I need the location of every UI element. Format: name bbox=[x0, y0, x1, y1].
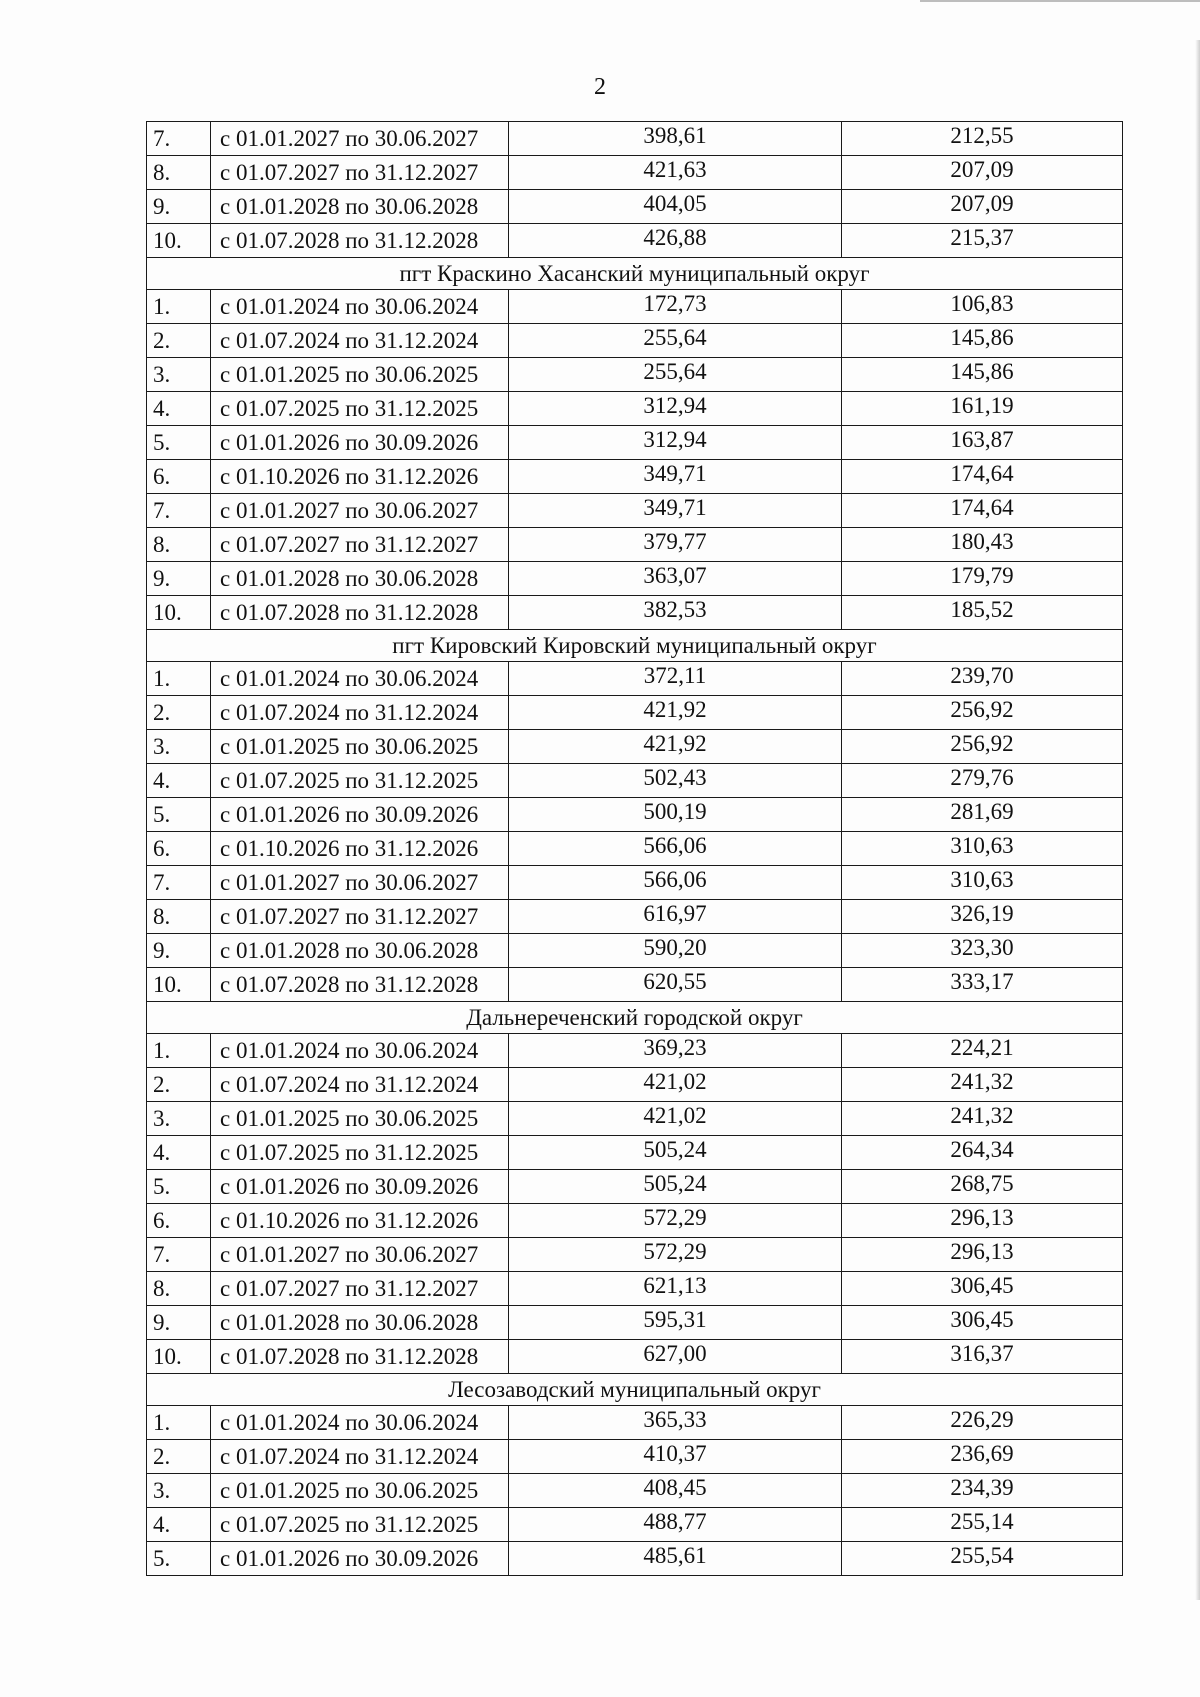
value-cell-1 bbox=[509, 1170, 842, 1204]
value-cell-1 bbox=[509, 324, 842, 358]
period-cell: с 01.07.2027 по 31.12.2027 bbox=[211, 1272, 509, 1306]
value-cell-1 bbox=[509, 934, 842, 968]
value-1-text: 404,05 bbox=[643, 191, 707, 216]
row-number: 5. bbox=[147, 1170, 211, 1204]
row-number: 4. bbox=[147, 1136, 211, 1170]
value-2-text: 264,34 bbox=[950, 1137, 1014, 1162]
value-1-text: 566,06 bbox=[643, 833, 707, 858]
value-2-text: 234,39 bbox=[950, 1475, 1014, 1500]
value-cell-1 bbox=[509, 968, 842, 1002]
value-cell-2 bbox=[842, 832, 1123, 866]
value-cell-2 bbox=[842, 1306, 1123, 1340]
section-title: пгт Кировский Кировский муниципальный округ bbox=[147, 630, 1123, 662]
section-title: пгт Краскино Хасанский муниципальный округ bbox=[147, 258, 1123, 290]
period-cell: с 01.01.2027 по 30.06.2027 bbox=[211, 1238, 509, 1272]
value-cell-1 bbox=[509, 1102, 842, 1136]
table-row bbox=[147, 1136, 1123, 1170]
value-cell-2 bbox=[842, 1102, 1123, 1136]
row-number: 8. bbox=[147, 156, 211, 190]
scan-edge-right bbox=[1195, 40, 1200, 1600]
row-number: 8. bbox=[147, 1272, 211, 1306]
value-cell-1 bbox=[509, 1272, 842, 1306]
period-cell: с 01.07.2025 по 31.12.2025 bbox=[211, 1136, 509, 1170]
value-1-text: 590,20 bbox=[643, 935, 707, 960]
value-cell-2 bbox=[842, 562, 1123, 596]
row-number: 4. bbox=[147, 1508, 211, 1542]
row-number: 5. bbox=[147, 1542, 211, 1576]
table-row bbox=[147, 562, 1123, 596]
value-1-text: 372,11 bbox=[643, 663, 707, 688]
value-cell-1 bbox=[509, 494, 842, 528]
value-cell-2 bbox=[842, 1170, 1123, 1204]
row-number: 5. bbox=[147, 426, 211, 460]
value-cell-1 bbox=[509, 662, 842, 696]
value-2-text: 174,64 bbox=[950, 461, 1014, 486]
value-cell-2 bbox=[842, 1508, 1123, 1542]
row-number: 1. bbox=[147, 1406, 211, 1440]
row-number: 1. bbox=[147, 1034, 211, 1068]
value-cell-1 bbox=[509, 696, 842, 730]
value-cell-2 bbox=[842, 358, 1123, 392]
period-cell: с 01.07.2024 по 31.12.2024 bbox=[211, 1440, 509, 1474]
row-number: 7. bbox=[147, 1238, 211, 1272]
value-1-text: 595,31 bbox=[643, 1307, 707, 1332]
value-2-text: 179,79 bbox=[950, 563, 1014, 588]
value-2-text: 207,09 bbox=[950, 157, 1014, 182]
value-cell-1 bbox=[509, 1474, 842, 1508]
period-cell: с 01.01.2027 по 30.06.2027 bbox=[211, 122, 509, 156]
value-1-text: 620,55 bbox=[643, 969, 707, 994]
value-1-text: 365,33 bbox=[643, 1407, 707, 1432]
value-1-text: 255,64 bbox=[643, 359, 707, 384]
value-2-text: 281,69 bbox=[950, 799, 1014, 824]
table-row bbox=[147, 1542, 1123, 1576]
value-cell-2 bbox=[842, 764, 1123, 798]
table-row bbox=[147, 696, 1123, 730]
period-cell: с 01.01.2026 по 30.09.2026 bbox=[211, 798, 509, 832]
section-header-row bbox=[147, 630, 1123, 662]
table-row bbox=[147, 798, 1123, 832]
value-cell-1 bbox=[509, 1034, 842, 1068]
section-header-row bbox=[147, 258, 1123, 290]
table-row bbox=[147, 1440, 1123, 1474]
row-number: 8. bbox=[147, 528, 211, 562]
value-cell-2 bbox=[842, 968, 1123, 1002]
table-row bbox=[147, 358, 1123, 392]
value-2-text: 255,54 bbox=[950, 1543, 1014, 1568]
value-2-text: 180,43 bbox=[950, 529, 1014, 554]
value-cell-1 bbox=[509, 1406, 842, 1440]
value-1-text: 421,63 bbox=[643, 157, 707, 182]
value-1-text: 421,92 bbox=[643, 697, 707, 722]
value-cell-1 bbox=[509, 1340, 842, 1374]
value-1-text: 505,24 bbox=[643, 1171, 707, 1196]
period-cell: с 01.07.2028 по 31.12.2028 bbox=[211, 224, 509, 258]
value-cell-1 bbox=[509, 562, 842, 596]
value-cell-1 bbox=[509, 426, 842, 460]
row-number: 1. bbox=[147, 662, 211, 696]
value-2-text: 310,63 bbox=[950, 833, 1014, 858]
value-2-text: 174,64 bbox=[950, 495, 1014, 520]
period-cell: с 01.01.2026 по 30.09.2026 bbox=[211, 426, 509, 460]
table-row bbox=[147, 156, 1123, 190]
table-row bbox=[147, 290, 1123, 324]
value-cell-2 bbox=[842, 494, 1123, 528]
row-number: 6. bbox=[147, 832, 211, 866]
value-cell-2 bbox=[842, 730, 1123, 764]
value-cell-2 bbox=[842, 460, 1123, 494]
table-row bbox=[147, 596, 1123, 630]
period-cell: с 01.01.2024 по 30.06.2024 bbox=[211, 1406, 509, 1440]
value-cell-2 bbox=[842, 934, 1123, 968]
value-1-text: 255,64 bbox=[643, 325, 707, 350]
value-1-text: 410,37 bbox=[643, 1441, 707, 1466]
value-1-text: 616,97 bbox=[643, 901, 707, 926]
value-1-text: 363,07 bbox=[643, 563, 707, 588]
value-cell-2 bbox=[842, 392, 1123, 426]
table-row bbox=[147, 494, 1123, 528]
period-cell: с 01.01.2028 по 30.06.2028 bbox=[211, 934, 509, 968]
value-cell-1 bbox=[509, 528, 842, 562]
period-cell: с 01.10.2026 по 31.12.2026 bbox=[211, 832, 509, 866]
value-1-text: 488,77 bbox=[643, 1509, 707, 1534]
tariff-table-body bbox=[147, 122, 1123, 1576]
value-cell-2 bbox=[842, 900, 1123, 934]
value-1-text: 572,29 bbox=[643, 1239, 707, 1264]
value-cell-2 bbox=[842, 156, 1123, 190]
value-cell-2 bbox=[842, 798, 1123, 832]
value-2-text: 256,92 bbox=[950, 731, 1014, 756]
table-row bbox=[147, 1340, 1123, 1374]
value-1-text: 172,73 bbox=[643, 291, 707, 316]
period-cell: с 01.01.2028 по 30.06.2028 bbox=[211, 1306, 509, 1340]
value-2-text: 241,32 bbox=[950, 1103, 1014, 1128]
row-number: 3. bbox=[147, 730, 211, 764]
row-number: 2. bbox=[147, 1440, 211, 1474]
section-title: Дальнереченский городской округ bbox=[147, 1002, 1123, 1034]
period-cell: с 01.07.2024 по 31.12.2024 bbox=[211, 324, 509, 358]
table-row bbox=[147, 122, 1123, 156]
row-number: 10. bbox=[147, 968, 211, 1002]
period-cell: с 01.01.2027 по 30.06.2027 bbox=[211, 866, 509, 900]
value-cell-2 bbox=[842, 224, 1123, 258]
value-2-text: 279,76 bbox=[950, 765, 1014, 790]
period-cell: с 01.01.2028 по 30.06.2028 bbox=[211, 562, 509, 596]
value-2-text: 306,45 bbox=[950, 1273, 1014, 1298]
row-number: 10. bbox=[147, 224, 211, 258]
value-cell-2 bbox=[842, 1034, 1123, 1068]
value-cell-1 bbox=[509, 1440, 842, 1474]
value-2-text: 323,30 bbox=[950, 935, 1014, 960]
period-cell: с 01.07.2024 по 31.12.2024 bbox=[211, 696, 509, 730]
value-cell-1 bbox=[509, 392, 842, 426]
section-title: Лесозаводский муниципальный округ bbox=[147, 1374, 1123, 1406]
row-number: 9. bbox=[147, 934, 211, 968]
table-row bbox=[147, 224, 1123, 258]
table-row bbox=[147, 324, 1123, 358]
table-row bbox=[147, 1238, 1123, 1272]
value-cell-2 bbox=[842, 1340, 1123, 1374]
value-1-text: 621,13 bbox=[643, 1273, 707, 1298]
value-1-text: 398,61 bbox=[643, 123, 707, 148]
section-header-row bbox=[147, 1374, 1123, 1406]
value-1-text: 505,24 bbox=[643, 1137, 707, 1162]
row-number: 6. bbox=[147, 460, 211, 494]
value-2-text: 241,32 bbox=[950, 1069, 1014, 1094]
row-number: 10. bbox=[147, 1340, 211, 1374]
row-number: 3. bbox=[147, 358, 211, 392]
value-cell-1 bbox=[509, 1136, 842, 1170]
value-1-text: 426,88 bbox=[643, 225, 707, 250]
value-cell-2 bbox=[842, 528, 1123, 562]
value-2-text: 207,09 bbox=[950, 191, 1014, 216]
value-1-text: 627,00 bbox=[643, 1341, 707, 1366]
value-cell-2 bbox=[842, 696, 1123, 730]
row-number: 2. bbox=[147, 1068, 211, 1102]
value-cell-1 bbox=[509, 460, 842, 494]
table-row bbox=[147, 1204, 1123, 1238]
row-number: 6. bbox=[147, 1204, 211, 1238]
row-number: 10. bbox=[147, 596, 211, 630]
period-cell: с 01.01.2028 по 30.06.2028 bbox=[211, 190, 509, 224]
value-cell-1 bbox=[509, 122, 842, 156]
value-cell-1 bbox=[509, 1508, 842, 1542]
period-cell: с 01.01.2024 по 30.06.2024 bbox=[211, 662, 509, 696]
value-2-text: 256,92 bbox=[950, 697, 1014, 722]
value-1-text: 500,19 bbox=[643, 799, 707, 824]
value-cell-1 bbox=[509, 1204, 842, 1238]
period-cell: с 01.01.2026 по 30.09.2026 bbox=[211, 1542, 509, 1576]
row-number: 3. bbox=[147, 1474, 211, 1508]
value-cell-2 bbox=[842, 1136, 1123, 1170]
value-cell-2 bbox=[842, 1238, 1123, 1272]
row-number: 9. bbox=[147, 562, 211, 596]
period-cell: с 01.01.2024 по 30.06.2024 bbox=[211, 290, 509, 324]
value-1-text: 502,43 bbox=[643, 765, 707, 790]
value-2-text: 226,29 bbox=[950, 1407, 1014, 1432]
period-cell: с 01.01.2024 по 30.06.2024 bbox=[211, 1034, 509, 1068]
value-1-text: 379,77 bbox=[643, 529, 707, 554]
value-2-text: 236,69 bbox=[950, 1441, 1014, 1466]
period-cell: с 01.01.2025 по 30.06.2025 bbox=[211, 358, 509, 392]
period-cell: с 01.01.2025 по 30.06.2025 bbox=[211, 730, 509, 764]
value-2-text: 212,55 bbox=[950, 123, 1014, 148]
period-cell: с 01.07.2028 по 31.12.2028 bbox=[211, 968, 509, 1002]
period-cell: с 01.07.2025 по 31.12.2025 bbox=[211, 392, 509, 426]
row-number: 4. bbox=[147, 764, 211, 798]
table-row bbox=[147, 1508, 1123, 1542]
value-cell-1 bbox=[509, 156, 842, 190]
table-row bbox=[147, 1272, 1123, 1306]
table-row bbox=[147, 730, 1123, 764]
row-number: 9. bbox=[147, 190, 211, 224]
period-cell: с 01.07.2028 по 31.12.2028 bbox=[211, 596, 509, 630]
table-row bbox=[147, 1474, 1123, 1508]
row-number: 7. bbox=[147, 494, 211, 528]
table-row bbox=[147, 832, 1123, 866]
value-1-text: 421,92 bbox=[643, 731, 707, 756]
table-row bbox=[147, 662, 1123, 696]
value-2-text: 326,19 bbox=[950, 901, 1014, 926]
page-number: 2 bbox=[594, 74, 606, 100]
period-cell: с 01.07.2027 по 31.12.2027 bbox=[211, 156, 509, 190]
value-1-text: 566,06 bbox=[643, 867, 707, 892]
value-cell-1 bbox=[509, 1238, 842, 1272]
value-1-text: 421,02 bbox=[643, 1103, 707, 1128]
value-cell-1 bbox=[509, 1542, 842, 1576]
value-cell-2 bbox=[842, 1542, 1123, 1576]
period-cell: с 01.01.2025 по 30.06.2025 bbox=[211, 1474, 509, 1508]
period-cell: с 01.10.2026 по 31.12.2026 bbox=[211, 460, 509, 494]
row-number: 4. bbox=[147, 392, 211, 426]
value-cell-1 bbox=[509, 1306, 842, 1340]
value-cell-2 bbox=[842, 1406, 1123, 1440]
value-cell-2 bbox=[842, 324, 1123, 358]
period-cell: с 01.07.2024 по 31.12.2024 bbox=[211, 1068, 509, 1102]
value-cell-1 bbox=[509, 730, 842, 764]
scan-edge-top bbox=[920, 0, 1200, 2]
row-number: 1. bbox=[147, 290, 211, 324]
row-number: 9. bbox=[147, 1306, 211, 1340]
row-number: 7. bbox=[147, 122, 211, 156]
value-1-text: 349,71 bbox=[643, 495, 707, 520]
period-cell: с 01.07.2027 по 31.12.2027 bbox=[211, 900, 509, 934]
period-cell: с 01.07.2027 по 31.12.2027 bbox=[211, 528, 509, 562]
table-row bbox=[147, 968, 1123, 1002]
period-cell: с 01.07.2025 по 31.12.2025 bbox=[211, 1508, 509, 1542]
value-1-text: 408,45 bbox=[643, 1475, 707, 1500]
value-2-text: 255,14 bbox=[950, 1509, 1014, 1534]
value-2-text: 224,21 bbox=[950, 1035, 1014, 1060]
row-number: 7. bbox=[147, 866, 211, 900]
table-row bbox=[147, 1068, 1123, 1102]
value-2-text: 215,37 bbox=[950, 225, 1014, 250]
table-row bbox=[147, 934, 1123, 968]
value-cell-2 bbox=[842, 1068, 1123, 1102]
row-number: 8. bbox=[147, 900, 211, 934]
value-cell-2 bbox=[842, 1440, 1123, 1474]
value-1-text: 312,94 bbox=[643, 427, 707, 452]
value-cell-2 bbox=[842, 866, 1123, 900]
value-cell-1 bbox=[509, 866, 842, 900]
value-1-text: 382,53 bbox=[643, 597, 707, 622]
value-cell-2 bbox=[842, 1204, 1123, 1238]
value-1-text: 572,29 bbox=[643, 1205, 707, 1230]
value-cell-1 bbox=[509, 358, 842, 392]
value-cell-2 bbox=[842, 190, 1123, 224]
value-2-text: 161,19 bbox=[950, 393, 1014, 418]
value-cell-2 bbox=[842, 662, 1123, 696]
value-2-text: 296,13 bbox=[950, 1205, 1014, 1230]
table-row bbox=[147, 190, 1123, 224]
period-cell: с 01.01.2025 по 30.06.2025 bbox=[211, 1102, 509, 1136]
value-cell-2 bbox=[842, 596, 1123, 630]
value-1-text: 312,94 bbox=[643, 393, 707, 418]
value-cell-1 bbox=[509, 832, 842, 866]
row-number: 5. bbox=[147, 798, 211, 832]
value-cell-2 bbox=[842, 1272, 1123, 1306]
row-number: 2. bbox=[147, 324, 211, 358]
value-1-text: 421,02 bbox=[643, 1069, 707, 1094]
table-row bbox=[147, 1406, 1123, 1440]
value-2-text: 239,70 bbox=[950, 663, 1014, 688]
value-2-text: 268,75 bbox=[950, 1171, 1014, 1196]
table-row bbox=[147, 866, 1123, 900]
value-1-text: 349,71 bbox=[643, 461, 707, 486]
value-2-text: 333,17 bbox=[950, 969, 1014, 994]
table-row bbox=[147, 528, 1123, 562]
value-cell-1 bbox=[509, 1068, 842, 1102]
period-cell: с 01.07.2025 по 31.12.2025 bbox=[211, 764, 509, 798]
tariff-table bbox=[146, 121, 1123, 1576]
table-row bbox=[147, 1306, 1123, 1340]
value-cell-1 bbox=[509, 798, 842, 832]
value-cell-2 bbox=[842, 1474, 1123, 1508]
value-2-text: 106,83 bbox=[950, 291, 1014, 316]
table-row bbox=[147, 426, 1123, 460]
table-row bbox=[147, 1102, 1123, 1136]
row-number: 3. bbox=[147, 1102, 211, 1136]
table-row bbox=[147, 1034, 1123, 1068]
period-cell: с 01.10.2026 по 31.12.2026 bbox=[211, 1204, 509, 1238]
value-2-text: 310,63 bbox=[950, 867, 1014, 892]
value-2-text: 316,37 bbox=[950, 1341, 1014, 1366]
table-row bbox=[147, 1170, 1123, 1204]
value-2-text: 306,45 bbox=[950, 1307, 1014, 1332]
period-cell: с 01.07.2028 по 31.12.2028 bbox=[211, 1340, 509, 1374]
value-2-text: 145,86 bbox=[950, 325, 1014, 350]
value-2-text: 296,13 bbox=[950, 1239, 1014, 1264]
value-1-text: 485,61 bbox=[643, 1543, 707, 1568]
value-cell-2 bbox=[842, 426, 1123, 460]
value-cell-1 bbox=[509, 596, 842, 630]
row-number: 2. bbox=[147, 696, 211, 730]
table-row bbox=[147, 900, 1123, 934]
value-cell-1 bbox=[509, 290, 842, 324]
table-row bbox=[147, 460, 1123, 494]
value-2-text: 185,52 bbox=[950, 597, 1014, 622]
value-cell-2 bbox=[842, 122, 1123, 156]
value-2-text: 163,87 bbox=[950, 427, 1014, 452]
table-row bbox=[147, 392, 1123, 426]
period-cell: с 01.01.2026 по 30.09.2026 bbox=[211, 1170, 509, 1204]
value-cell-1 bbox=[509, 224, 842, 258]
period-cell: с 01.01.2027 по 30.06.2027 bbox=[211, 494, 509, 528]
value-cell-1 bbox=[509, 190, 842, 224]
value-cell-1 bbox=[509, 900, 842, 934]
value-1-text: 369,23 bbox=[643, 1035, 707, 1060]
value-cell-1 bbox=[509, 764, 842, 798]
value-2-text: 145,86 bbox=[950, 359, 1014, 384]
table-row bbox=[147, 764, 1123, 798]
section-header-row bbox=[147, 1002, 1123, 1034]
value-cell-2 bbox=[842, 290, 1123, 324]
